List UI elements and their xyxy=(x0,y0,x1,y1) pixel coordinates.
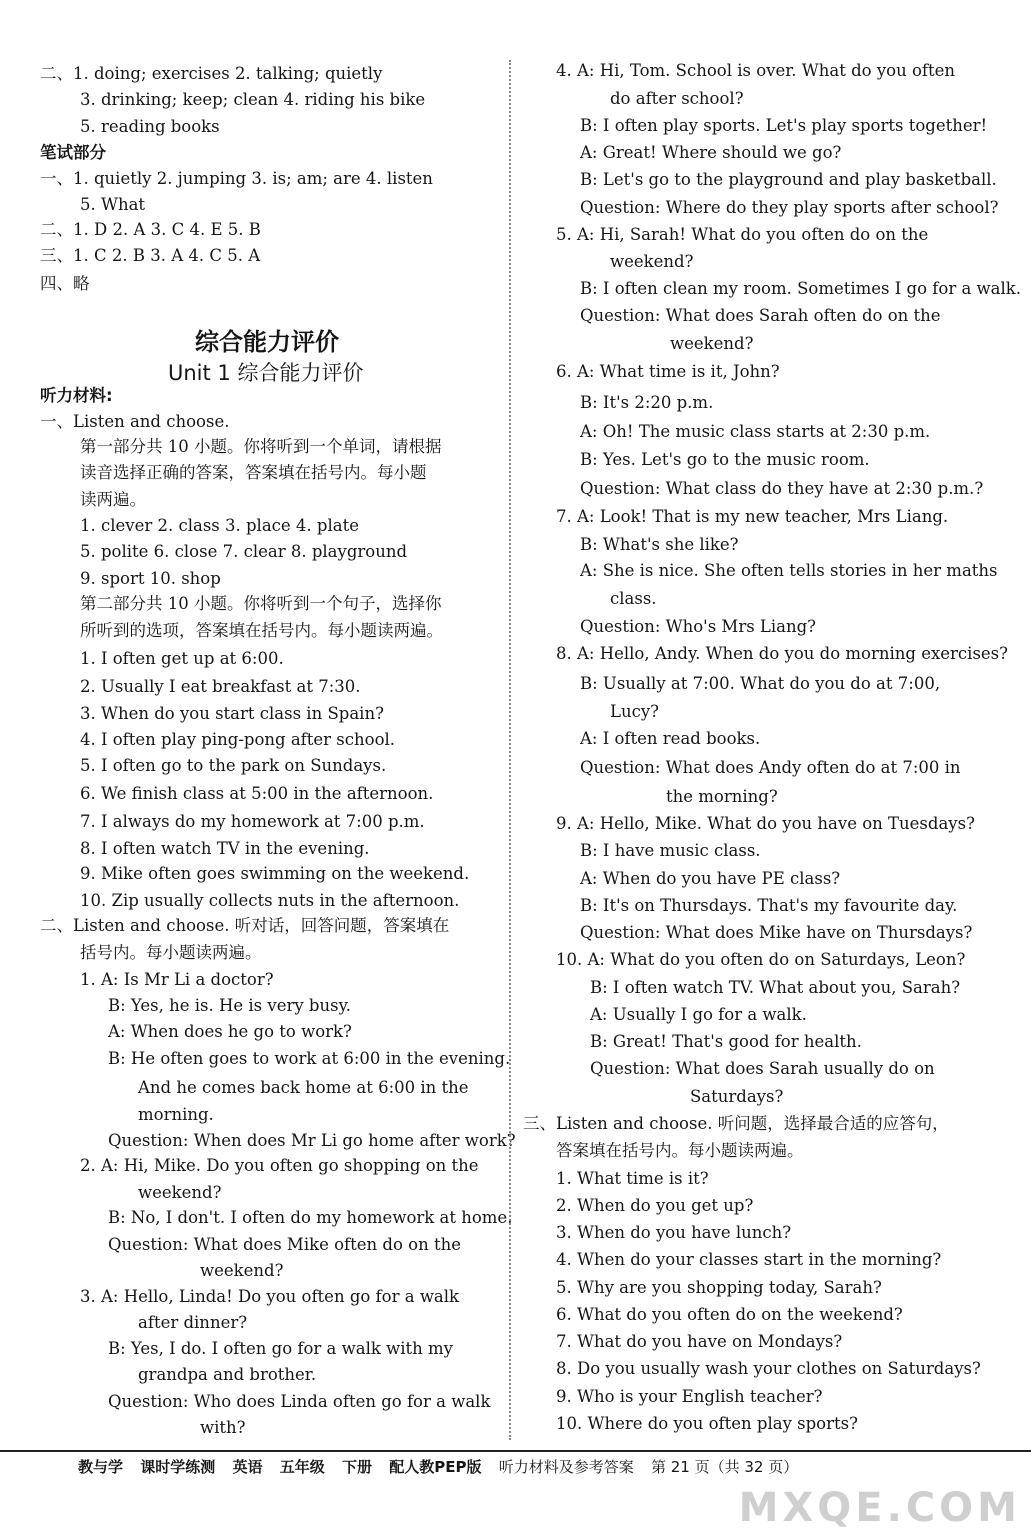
right-text-line: A: I often read books. xyxy=(580,729,761,748)
left-text-line: 9. Mike often goes swimming on the weekend. xyxy=(80,864,470,883)
right-text-line: B: I often play sports. Let's play sports together! xyxy=(580,116,988,135)
left-text-line: morning. xyxy=(138,1105,214,1124)
left-text-line: 2. Usually I eat breakfast at 7:30. xyxy=(80,677,361,696)
right-text-line: 7. What do you have on Mondays? xyxy=(556,1332,843,1351)
right-text-line: Question: What class do they have at 2:30 p.m.? xyxy=(580,479,984,498)
right-text-line: B: Yes. Let's go to the music room. xyxy=(580,450,870,469)
right-text-line: 8. Do you usually wash your clothes on Saturdays? xyxy=(556,1359,981,1378)
left-text-line: Question: What does Mike often do on the xyxy=(108,1235,461,1254)
footer-volume: 下册 xyxy=(342,1458,373,1476)
right-text-line: Question: What does Sarah usually do on xyxy=(590,1059,935,1078)
left-text-line: B: Yes, I do. I often go for a walk with my xyxy=(108,1339,453,1358)
left-text-line: 一、1. quietly 2. jumping 3. is; am; are 4. listen xyxy=(40,169,433,188)
right-text-line: A: She is nice. She often tells stories in her maths xyxy=(580,561,998,580)
footer-page: 第 21 页（共 32 页） xyxy=(650,1458,799,1476)
right-text-line: A: Great! Where should we go? xyxy=(580,143,842,162)
left-text-line: 所听到的选项，答案填在括号内。每小题读两遍。 xyxy=(80,621,443,640)
left-text-line: 综合能力评价 xyxy=(195,328,339,356)
left-text-line: 3. drinking; keep; clean 4. riding his bike xyxy=(80,90,426,109)
left-text-line: weekend? xyxy=(138,1183,222,1202)
right-text-line: B: I have music class. xyxy=(580,841,761,860)
watermark: MXQE.COM xyxy=(738,1485,1021,1531)
right-text-line: B: It's on Thursdays. That's my favourite day. xyxy=(580,896,958,915)
left-text-line: B: He often goes to work at 6:00 in the evening. xyxy=(108,1049,511,1068)
left-text-line: 第二部分共 10 小题。你将听到一个句子，选择你 xyxy=(80,594,442,613)
footer-text xyxy=(78,1456,810,1477)
left-text-line: Unit 1 综合能力评价 xyxy=(168,361,364,385)
right-text-line: 5. A: Hi, Sarah! What do you often do on the xyxy=(556,225,929,244)
left-text-line: 8. I often watch TV in the evening. xyxy=(80,839,370,858)
left-text-line: Question: When does Mr Li go home after work? xyxy=(108,1131,516,1150)
left-text-line: 四、略 xyxy=(40,274,90,293)
right-text-line: Question: What does Sarah often do on the xyxy=(580,306,941,325)
left-text-line: 5. reading books xyxy=(80,117,220,136)
right-text-line: 4. When do your classes start in the morning? xyxy=(556,1250,942,1269)
left-text-line: 3. When do you start class in Spain? xyxy=(80,704,384,723)
right-text-line: A: Oh! The music class starts at 2:30 p.m. xyxy=(580,422,931,441)
right-text-line: B: It's 2:20 p.m. xyxy=(580,393,714,412)
left-text-line: after dinner? xyxy=(138,1313,248,1332)
right-text-line: 答案填在括号内。每小题读两遍。 xyxy=(556,1141,804,1160)
footer-section: 听力材料及参考答案 xyxy=(498,1458,634,1476)
footer-subject: 英语 xyxy=(232,1458,263,1476)
right-text-line: A: When do you have PE class? xyxy=(580,869,841,888)
right-text-line: B: I often clean my room. Sometimes I go for a walk. xyxy=(580,279,1022,298)
left-text-line: 笔试部分 xyxy=(40,143,106,162)
right-text-line: 10. Where do you often play sports? xyxy=(556,1414,858,1433)
right-text-line: Lucy? xyxy=(610,702,659,721)
right-text-line: Question: Where do they play sports after school? xyxy=(580,198,999,217)
left-text-line: 5. I often go to the park on Sundays. xyxy=(80,756,387,775)
right-text-line: B: What's she like? xyxy=(580,535,739,554)
left-text-line: grandpa and brother. xyxy=(138,1365,317,1384)
left-text-line: B: Yes, he is. He is very busy. xyxy=(108,996,351,1015)
left-text-line: 听力材料: xyxy=(40,386,113,405)
right-text-line: B: Let's go to the playground and play basketball. xyxy=(580,170,997,189)
left-text-line: Question: Who does Linda often go for a walk xyxy=(108,1392,491,1411)
right-text-line: 9. A: Hello, Mike. What do you have on Tuesdays? xyxy=(556,814,975,833)
right-text-line: class. xyxy=(610,589,657,608)
left-text-line: 7. I always do my homework at 7:00 p.m. xyxy=(80,812,425,831)
right-text-line: B: I often watch TV. What about you, Sarah? xyxy=(590,978,961,997)
left-text-line: 2. A: Hi, Mike. Do you often go shopping on the xyxy=(80,1156,479,1175)
left-text-line: 4. I often play ping-pong after school. xyxy=(80,730,396,749)
column-divider xyxy=(509,60,511,1440)
right-text-line: weekend? xyxy=(670,334,754,353)
left-text-line: 第一部分共 10 小题。你将听到一个单词，请根据 xyxy=(80,437,442,456)
left-text-line: 括号内。每小题读两遍。 xyxy=(80,943,262,962)
footer-book: 教与学 xyxy=(78,1458,124,1476)
right-text-line: 6. What do you often do on the weekend? xyxy=(556,1305,903,1324)
left-text-line: 6. We finish class at 5:00 in the afternoon. xyxy=(80,784,434,803)
footer-edition: 配人教PEP版 xyxy=(389,1458,482,1476)
left-text-line: 1. I often get up at 6:00. xyxy=(80,649,284,668)
left-text-line: 3. A: Hello, Linda! Do you often go for a walk xyxy=(80,1287,460,1306)
left-text-line: 5. What xyxy=(80,195,146,214)
footer-grade: 五年级 xyxy=(279,1458,325,1476)
left-text-line: 读音选择正确的答案，答案填在括号内。每小题 xyxy=(80,463,427,482)
right-text-line: 3. When do you have lunch? xyxy=(556,1223,792,1242)
left-text-line: 二、1. doing; exercises 2. talking; quietly xyxy=(40,64,383,83)
right-text-line: 7. A: Look! That is my new teacher, Mrs Liang. xyxy=(556,507,949,526)
left-text-line: And he comes back home at 6:00 in the xyxy=(138,1078,469,1097)
right-text-line: 三、Listen and choose. 听问题，选择最合适的应答句， xyxy=(523,1114,949,1133)
right-text-line: 1. What time is it? xyxy=(556,1169,709,1188)
left-text-line: 9. sport 10. shop xyxy=(80,569,221,588)
right-text-line: 4. A: Hi, Tom. School is over. What do you often xyxy=(556,61,956,80)
right-text-line: 10. A: What do you often do on Saturdays, Leon? xyxy=(556,950,966,969)
left-text-line: 三、1. C 2. B 3. A 4. C 5. A xyxy=(40,246,261,265)
right-text-line: the morning? xyxy=(666,787,778,806)
footer-series: 课时学练测 xyxy=(140,1458,216,1476)
left-text-line: 1. clever 2. class 3. place 4. plate xyxy=(80,516,359,535)
right-text-line: weekend? xyxy=(610,252,694,271)
right-text-line: 9. Who is your English teacher? xyxy=(556,1387,823,1406)
left-text-line: 1. A: Is Mr Li a doctor? xyxy=(80,970,274,989)
right-text-line: do after school? xyxy=(610,89,744,108)
left-text-line: with? xyxy=(200,1418,246,1437)
left-text-line: 5. polite 6. close 7. clear 8. playground xyxy=(80,542,408,561)
left-text-line: A: When does he go to work? xyxy=(108,1022,352,1041)
right-text-line: Question: What does Mike have on Thursdays? xyxy=(580,923,973,942)
left-text-line: B: No, I don't. I often do my homework at home. xyxy=(108,1208,513,1227)
right-text-line: Saturdays? xyxy=(690,1087,784,1106)
right-text-line: B: Great! That's good for health. xyxy=(590,1032,862,1051)
left-text-line: 10. Zip usually collects nuts in the afternoon. xyxy=(80,891,460,910)
left-text-line: 二、Listen and choose. 听对话，回答问题，答案填在 xyxy=(40,916,450,935)
right-text-line: Question: Who's Mrs Liang? xyxy=(580,617,817,636)
left-text-line: 一、Listen and choose. xyxy=(40,412,230,431)
left-text-line: 二、1. D 2. A 3. C 4. E 5. B xyxy=(40,220,261,239)
right-text-line: 5. Why are you shopping today, Sarah? xyxy=(556,1278,882,1297)
right-text-line: 8. A: Hello, Andy. When do you do morning exercises? xyxy=(556,644,1008,663)
right-text-line: B: Usually at 7:00. What do you do at 7:00, xyxy=(580,674,941,693)
right-text-line: Question: What does Andy often do at 7:00 in xyxy=(580,758,961,777)
right-text-line: 2. When do you get up? xyxy=(556,1196,754,1215)
right-text-line: 6. A: What time is it, John? xyxy=(556,362,780,381)
left-text-line: 读两遍。 xyxy=(80,490,146,509)
right-text-line: A: Usually I go for a walk. xyxy=(590,1005,807,1024)
left-text-line: weekend? xyxy=(200,1261,284,1280)
